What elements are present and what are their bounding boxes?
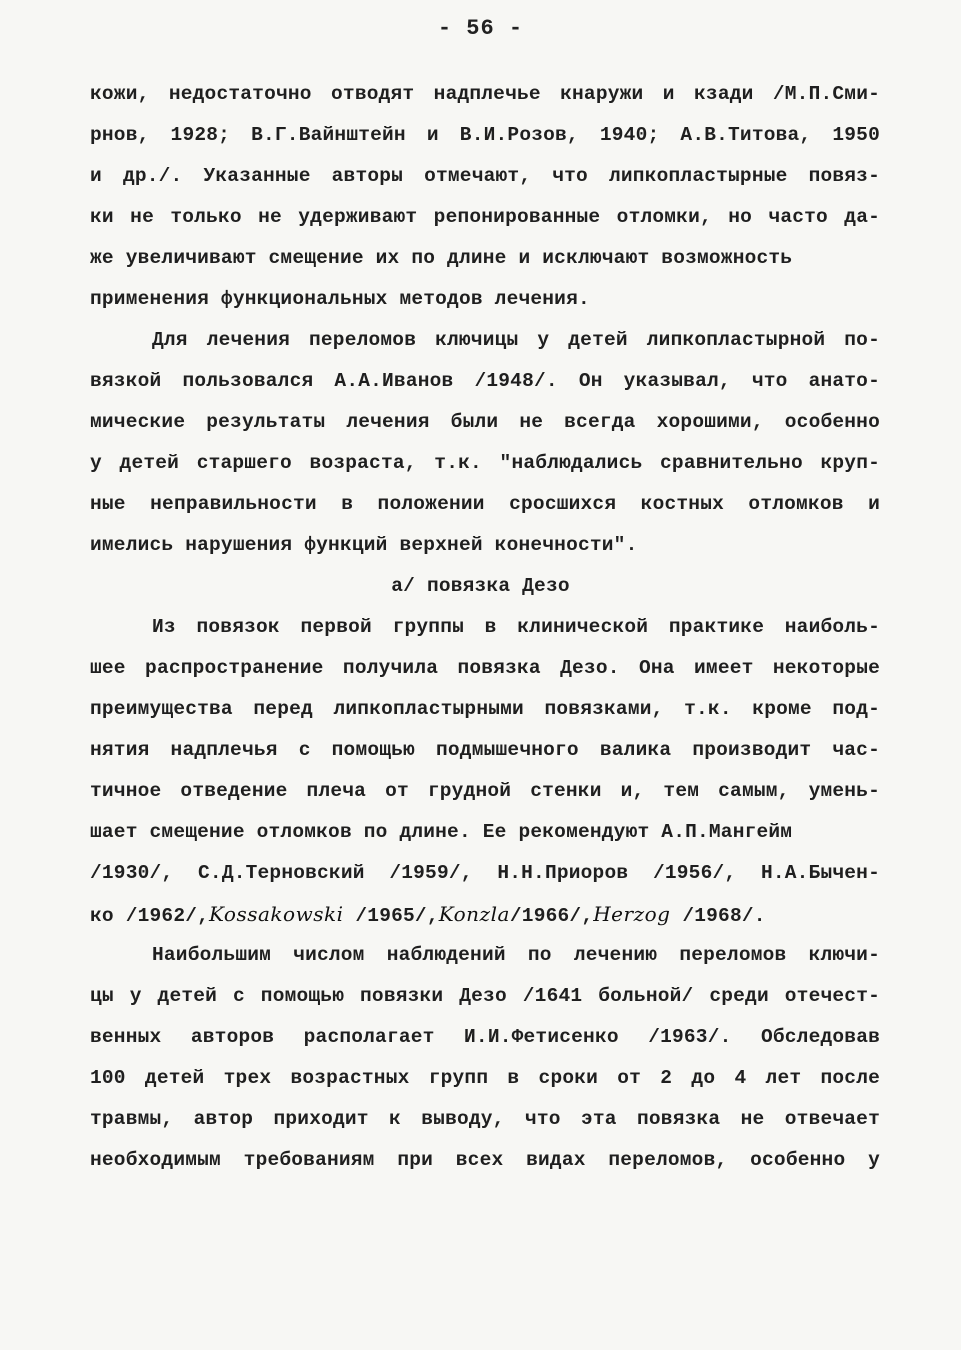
handwritten-author-name: Herzog xyxy=(593,902,671,926)
text-line: преимущества перед липкопластырными повязками, т.к. кроме под- xyxy=(90,698,880,720)
text-line: необходимым требованиям при всех видах переломов, особенно у xyxy=(90,1149,880,1171)
text-line: кожи, недостаточно отводят надплечье кнаружи и кзади /М.П.Сми- xyxy=(90,83,880,105)
text-line: шее распространение получила повязка Дезо. Она имеет некоторые xyxy=(90,657,880,679)
text-line: мические результаты лечения были не всегда хорошими, особенно xyxy=(90,411,880,433)
text-fragment: /1965/, xyxy=(343,905,439,927)
text-line: вязкой пользовался А.А.Иванов /1948/. Он указывал, что анато- xyxy=(90,370,880,392)
text-line: Для лечения переломов ключицы у детей липкопластырной по- xyxy=(152,329,880,351)
text-line: нятия надплечья с помощью подмышечного валика производит час- xyxy=(90,739,880,761)
text-line: имелись нарушения функций верхней конечности". xyxy=(90,534,638,556)
text-line: и др./. Указанные авторы отмечают, что липкопластырные повяз- xyxy=(90,165,880,187)
handwritten-author-name: Kossakowski xyxy=(209,902,344,926)
text-line: Наибольшим числом наблюдений по лечению переломов ключи- xyxy=(152,944,880,966)
text-line: 100 детей трех возрастных групп в сроки от 2 до 4 лет после xyxy=(90,1067,880,1089)
text-line: ки не только не удерживают репонированные отломки, но часто да- xyxy=(90,206,880,228)
text-line: травмы, автор приходит к выводу, что эта повязка не отвечает xyxy=(90,1108,880,1130)
page-number: - 56 - xyxy=(437,16,524,41)
section-heading: а/ повязка Дезо xyxy=(391,575,570,597)
text-line: рнов, 1928; В.Г.Вайнштейн и В.И.Розов, 1940; А.В.Титова, 1950 xyxy=(90,124,880,146)
text-line: /1930/, С.Д.Терновский /1959/, Н.Н.Приоров /1956/, Н.А.Бычен- xyxy=(90,862,880,884)
text-line: шает смещение отломков по длине. Ее рекомендуют А.П.Мангейм xyxy=(90,821,793,843)
text-line: у детей старшего возраста, т.к. "наблюдались сравнительно круп- xyxy=(90,452,880,474)
text-line: ные неправильности в положении сросшихся костных отломков и xyxy=(90,493,880,515)
text-fragment: /1966/, xyxy=(509,905,594,927)
text-line: же увеличивают смещение их по длине и исключают возможность xyxy=(90,247,793,269)
text-line: применения функциональных методов лечения. xyxy=(90,288,590,310)
text-line: тичное отведение плеча от грудной стенки и, тем самым, умень- xyxy=(90,780,880,802)
text-fragment: /1968/. xyxy=(670,905,766,927)
text-line: Из повязок первой группы в клинической практике наиболь- xyxy=(152,616,880,638)
text-line: венных авторов располагает И.И.Фетисенко /1963/. Обследовав xyxy=(90,1026,880,1048)
text-line: цы у детей с помощью повязки Дезо /1641 больной/ среди отечест- xyxy=(90,985,880,1007)
text-line-with-handwriting xyxy=(90,899,880,929)
handwritten-author-name: Konzla xyxy=(438,902,510,926)
text-fragment: ко /1962/, xyxy=(90,905,210,927)
